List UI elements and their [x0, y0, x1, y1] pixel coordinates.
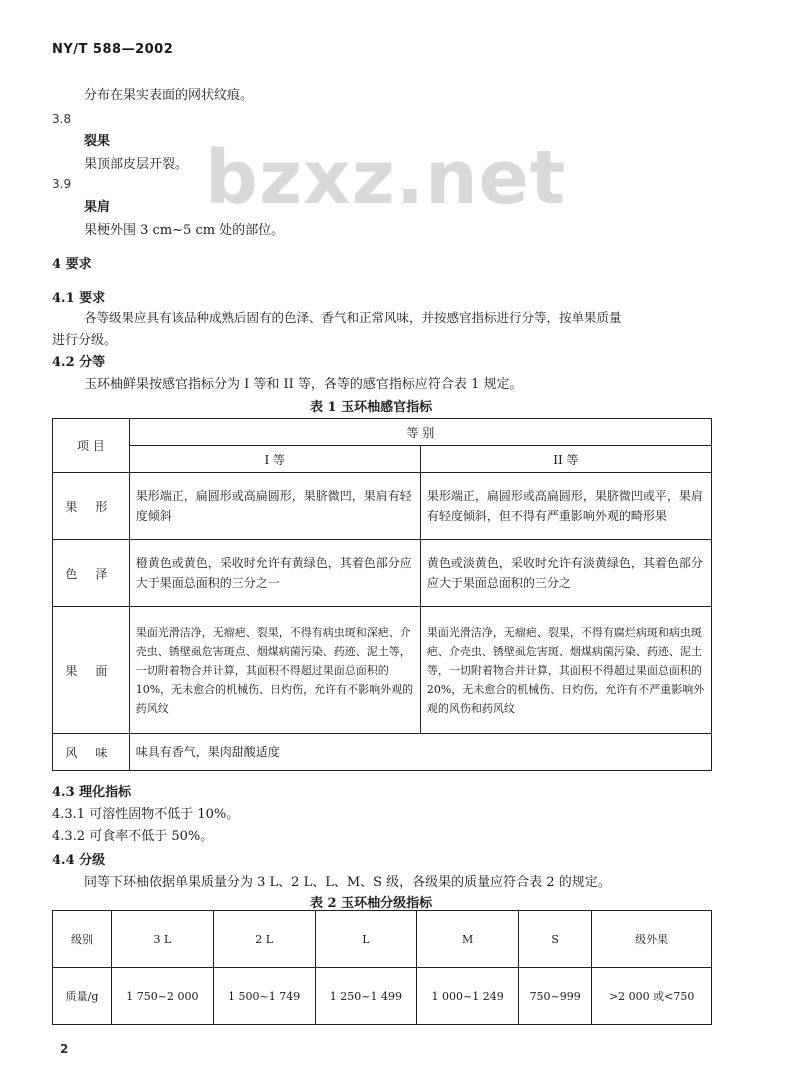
cell-flavor: 味具有香气，果肉甜酸适度: [129, 734, 711, 771]
section-4-3-heading: 4.3 理化指标: [52, 785, 132, 800]
row-label-mass: 质量/g: [53, 968, 112, 1025]
row-label-color: 色泽: [53, 540, 130, 607]
column-header-m: M: [417, 911, 519, 968]
cell-color-grade-1: 橙黄色或黄色，采收时允许有黄绿色，其着色部分应大于果面总面积的三分之一: [129, 540, 420, 607]
section-4-2-text: 玉环柚鲜果按感官指标分为 I 等和 II 等，各等的感官指标应符合表 1 规定。: [84, 377, 523, 392]
column-header-2l: 2 L: [213, 911, 315, 968]
clause-3-8-number: 3.8: [52, 112, 72, 126]
cell-mass-s: 750~999: [519, 968, 592, 1025]
section-4-1-heading: 4.1 要求: [52, 291, 106, 306]
table-2-caption: 表 2 玉环柚分级指标: [310, 896, 433, 911]
section-4-heading: 4 要求: [52, 257, 92, 272]
clause-3-9-number: 3.9: [52, 177, 72, 191]
row-label-surface: 果面: [53, 607, 130, 734]
page-number: 2: [60, 1042, 69, 1056]
column-header-grade-2: II 等: [420, 446, 711, 473]
section-4-1-text-line2: 进行分级。: [52, 333, 118, 348]
table-2-grading-indexes: [52, 910, 712, 1025]
column-header-grade: 等 别: [129, 419, 711, 446]
cell-mass-m: 1 000~1 249: [417, 968, 519, 1025]
column-header-l: L: [315, 911, 417, 968]
table-row-shape: [53, 473, 712, 540]
clause-3-8-term: 裂果: [84, 134, 111, 149]
section-4-3-1: 4.3.1 可溶性固物不低于 10%。: [52, 807, 240, 822]
table-1-sensory-indexes: [52, 418, 712, 771]
table-1-caption: 表 1 玉环柚感官指标: [310, 400, 433, 415]
column-header-off-grade: 级外果: [592, 911, 712, 968]
column-header-grade-1: I 等: [129, 446, 420, 473]
section-4-2-heading: 4.2 分等: [52, 355, 106, 370]
cell-color-grade-2: 黄色或淡黄色，采收时允许有淡黄绿色，其着色部分应大于果面总面积的三分之: [420, 540, 711, 607]
section-4-4-heading: 4.4 分级: [52, 853, 106, 868]
clause-3-9-term: 果肩: [84, 200, 111, 215]
table-row-color: [53, 540, 712, 607]
row-label-shape: 果形: [53, 473, 130, 540]
section-4-4-text: 同等下环柚依据单果质量分为 3 L、2 L、L、M、S 级，各级果的质量应符合表 2 的规定。: [84, 875, 611, 890]
clause-3-9-definition: 果梗外围 3 cm~5 cm 处的部位。: [84, 223, 285, 238]
table-row-flavor: [53, 734, 712, 771]
row-label-flavor: 风味: [53, 734, 130, 771]
cell-mass-3l: 1 750~2 000: [112, 968, 214, 1025]
row-label-grade: 级别: [53, 911, 112, 968]
cell-surface-grade-2: 果面光滑洁净，无瘤疤、裂果，不得有腐烂病斑和病虫斑疤、介壳虫、锈壁虱危害斑、烟煤病菌污染、药迹、泥土等，一切附着物合并计算，其面积不得超过果面总面积的 20%，无未愈合的机械伤、日灼伤，允许有不严重影响外观的风伤和药风纹: [420, 607, 711, 734]
watermark: bzxz.net: [205, 135, 567, 221]
cell-mass-l: 1 250~1 499: [315, 968, 417, 1025]
column-header-s: S: [519, 911, 592, 968]
clause-3-8-definition: 果顶部皮层开裂。: [84, 157, 189, 172]
cell-shape-grade-2: 果形端正，扁圆形或高扁圆形，果脐微凹或平，果肩有轻度倾斜，但不得有严重影响外观的畸形果: [420, 473, 711, 540]
cell-shape-grade-1: 果形端正，扁圆形或高扁圆形，果脐微凹，果肩有轻度倾斜: [129, 473, 420, 540]
table-subheader-row: [53, 446, 712, 473]
column-header-item: 项 目: [53, 419, 130, 473]
definition-3-7-continued: 分布在果实表面的网状纹痕。: [84, 88, 254, 103]
table-header-row: [53, 419, 712, 446]
cell-surface-grade-1: 果面光滑洁净，无瘤疤、裂果，不得有病虫斑和深疤、介壳虫、锈壁虱危害斑点、烟煤病菌污染、药迹、泥土等，一切附着物合并计算，其面积不得超过果面总面积的 10%，无未愈合的机械伤、日灼伤，允许有不影响外观的药风纹: [129, 607, 420, 734]
section-4-3-2: 4.3.2 可食率不低于 50%。: [52, 829, 214, 844]
standard-number-header: NY/T 588—2002: [52, 42, 174, 57]
cell-mass-2l: 1 500~1 749: [213, 968, 315, 1025]
cell-mass-off-grade: >2 000 或<750: [592, 968, 712, 1025]
table-row-mass: [53, 968, 712, 1025]
section-4-1-text-line1: 各等级果应具有该品种成熟后固有的色泽、香气和正常风味，并按感官指标进行分等，按单果质量: [84, 310, 622, 325]
column-header-3l: 3 L: [112, 911, 214, 968]
table-row-surface: [53, 607, 712, 734]
table-row-grade: [53, 911, 712, 968]
